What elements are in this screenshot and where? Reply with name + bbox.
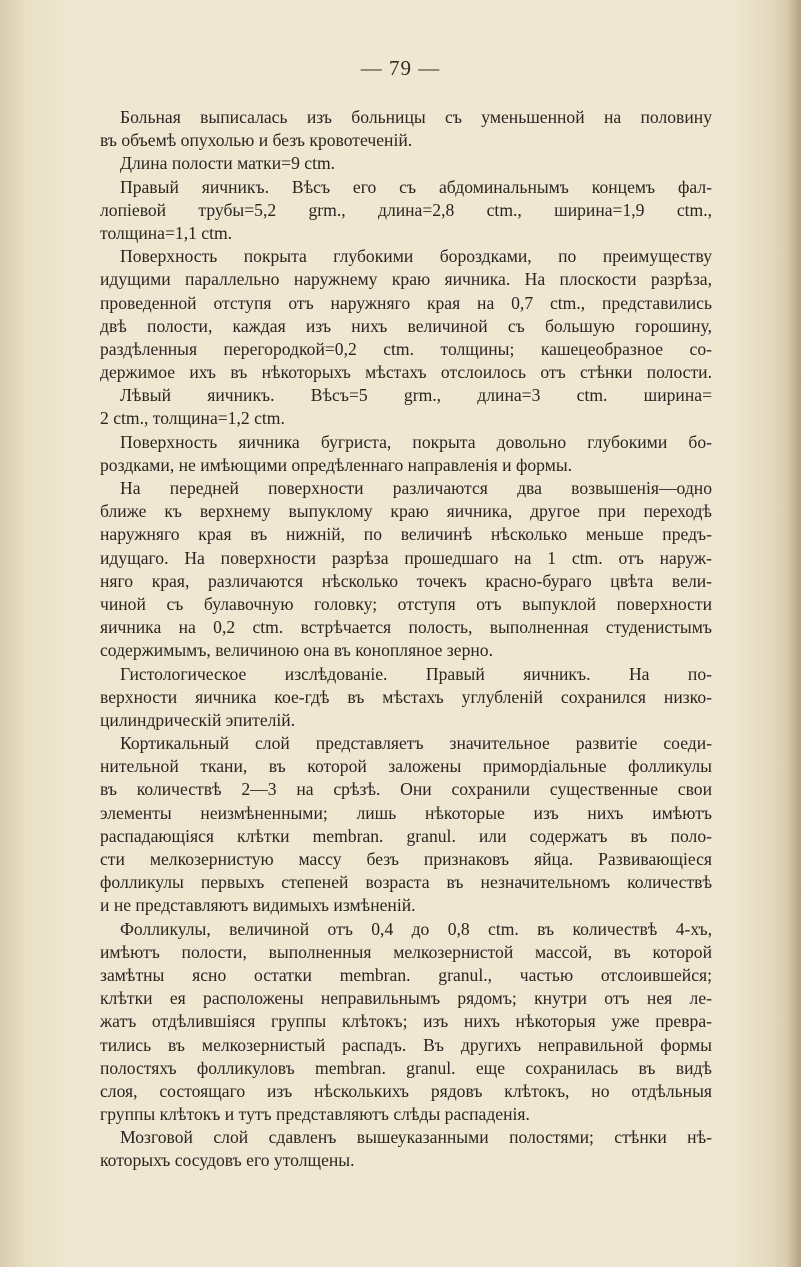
text-line: Мозговой слой сдавленъ вышеуказанными полостями; стѣнки нѣ- [120, 1127, 712, 1148]
text-line: наружняго края въ нижній, по величинѣ нѣсколько меньше предъ- [100, 524, 712, 545]
text-line: Поверхность яичника бугриста, покрыта довольно глубокими бо- [120, 431, 712, 452]
text-line: и не представляютъ видимыхъ измѣненій. [100, 895, 416, 916]
text-line: группы клѣтокъ и тутъ представляютъ слѣды распаденія. [100, 1104, 530, 1125]
text-line: Лѣвый яичникъ. Вѣсъ=5 grm., длина=3 ctm. ширина= [120, 385, 712, 406]
text-line: которыхъ сосудовъ его утолщены. [100, 1150, 355, 1171]
text-line: содержимымъ, величиною она въ конопляное зерно. [100, 640, 493, 661]
page-edge-shadow [787, 0, 801, 1267]
text-line: полостяхъ фолликуловъ membran. granul. еще сохранилась въ видѣ [100, 1057, 712, 1078]
text-line: фолликулы первыхъ степеней возраста въ незначительномъ количествѣ [100, 872, 712, 893]
text-line: въ объемѣ опухолью и безъ кровотеченій. [100, 130, 413, 151]
text-line: сти мелкозернистую массу безъ признаковъ яйца. Развивающіеся [100, 849, 712, 869]
text-line: чиной съ булавочную головку; отступя отъ выпуклой поверхности [100, 593, 712, 614]
text-line: идущаго. На поверхности разрѣза прошедшаго на 1 ctm. отъ наруж- [100, 547, 712, 568]
text-line: распадающіяся клѣтки membran. granul. или содержатъ въ поло- [100, 825, 712, 846]
text-line: яичника на 0,2 ctm. встрѣчается полость, выполненная студенистымъ [100, 617, 712, 638]
text-line: замѣтны ясно остатки membran. granul., частью отслоившейся; [100, 964, 712, 985]
text-line: цилиндрическій эпителій. [100, 709, 296, 730]
text-line: тились въ мелкозернистый распадъ. Въ другихъ неправильной формы [100, 1034, 712, 1055]
text-line: роздками, не имѣющими опредѣленнаго направленія и формы. [100, 454, 573, 475]
text-line: Больная выписалась изъ больницы съ уменьшенной на половину [120, 107, 712, 127]
text-line: Кортикальный слой представляетъ значительное развитіе соеди- [120, 733, 712, 754]
text-line: элементы неизмѣненными; лишь нѣкоторые изъ нихъ имѣютъ [100, 802, 712, 823]
page-number: — 79 — [360, 56, 441, 80]
text-line: слоя, состоящаго изъ нѣсколькихъ рядовъ клѣтокъ, но отдѣльныя [100, 1080, 712, 1101]
text-line: жатъ отдѣлившіяся группы клѣтокъ; изъ нихъ нѣкоторыя уже превра- [100, 1011, 712, 1032]
text-line: 2 ctm., толщина=1,2 ctm. [100, 408, 285, 429]
body-text [100, 106, 712, 1173]
text-line: Длина полости матки=9 ctm. [120, 153, 336, 174]
text-line: раздѣленныя перегородкой=0,2 ctm. толщины; кашецеобразное со- [100, 338, 712, 359]
text-line: идущими параллельно наружнему краю яичника. На плоскости разрѣза, [100, 269, 712, 290]
text-line: Правый яичникъ. Вѣсъ его съ абдоминальнымъ концемъ фал- [120, 176, 712, 197]
text-line: Поверхность покрыта глубокими бороздками, по преимуществу [120, 246, 712, 267]
text-line: Гистологическое изслѣдованіе. Правый яичникъ. На по- [120, 663, 712, 684]
text-line: держимое ихъ въ нѣкоторыхъ мѣстахъ отслоилось отъ стѣнки полости. [100, 362, 712, 383]
text-line: проведенной отступя отъ наружняго края на 0,7 ctm., представились [100, 292, 712, 313]
text-line: лопіевой трубы=5,2 grm., длина=2,8 ctm., ширина=1,9 ctm., [100, 199, 712, 220]
text-line: ближе къ верхнему выпуклому краю яичника, другое при переходѣ [100, 501, 712, 522]
text-line: въ количествѣ 2—3 на срѣзѣ. Они сохранили существенные свои [100, 779, 712, 800]
text-line: верхности яичника кое-гдѣ въ мѣстахъ углубленій сохранился низко- [100, 686, 712, 707]
text-line: клѣтки ея расположены неправильнымъ рядомъ; кнутри отъ нея ле- [100, 988, 712, 1009]
text-line: На передней поверхности различаются два возвышенія—одно [120, 478, 712, 498]
text-line: толщина=1,1 ctm. [100, 222, 233, 243]
text-line: няго края, различаются нѣсколько точекъ красно-бураго цвѣта вели- [100, 570, 712, 591]
text-line: имѣютъ полости, выполненныя мелкозернистой массой, въ которой [100, 941, 712, 962]
text-line: Фолликулы, величиной отъ 0,4 до 0,8 ctm. въ количествѣ 4-хъ, [120, 918, 712, 939]
text-line: нительной ткани, въ которой заложены примордіальные фолликулы [100, 756, 712, 777]
text-line: двѣ полости, каждая изъ нихъ величиной съ большую горошину, [100, 315, 712, 336]
